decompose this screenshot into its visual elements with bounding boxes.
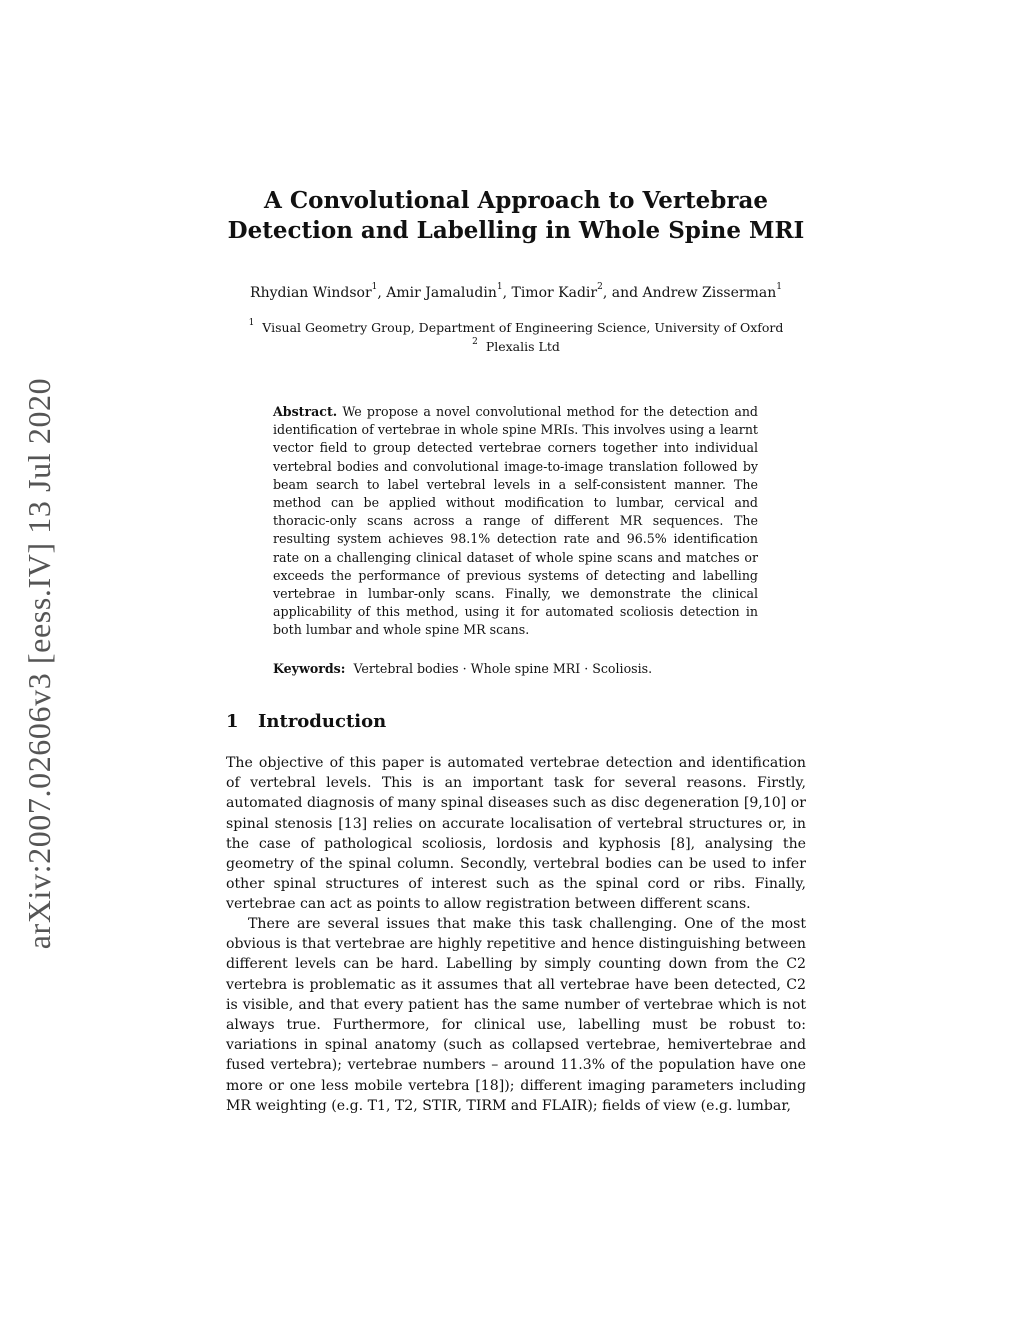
abstract <box>273 403 758 640</box>
author-affiliation-mark: 2 <box>597 282 603 293</box>
affiliation-mark: 1 <box>248 317 255 328</box>
section-number: 1 <box>226 711 239 732</box>
body-paragraph: There are several issues that make this task challenging. One of the most obvious is that vertebrae are highly repetitive and hence distinguishing between different levels can be hard. Labelling by simply counting down from the C2 vertebra is problematic as it assumes that all vertebrae have been detected, C2 is visible, and that every patient has the same number of vertebrae which is not always true. Furthermore, for clinical use, labelling must be robust to: variations in spinal anatomy (such as collapsed vertebrae, hemivertebrae and fused vertebra); vertebrae numbers – around 11.3% of the population have one more or one less mobile vertebra [18]); different imaging parameters including MR weighting (e.g. T1, T2, STIR, TIRM and FLAIR); fields of view (e.g. lumbar, <box>226 916 806 1114</box>
author-name: Rhydian Windsor <box>250 285 372 301</box>
author-name: Timor Kadir <box>511 285 598 301</box>
keywords <box>273 660 758 678</box>
title-line: A Convolutional Approach to Vertebrae <box>263 187 768 214</box>
arxiv-identifier-stamp <box>20 363 60 963</box>
keywords-label: Keywords: <box>273 661 346 676</box>
title-line: Detection and Labelling in Whole Spine MRI <box>227 217 805 244</box>
section-title: Introduction <box>258 711 387 732</box>
abstract-text: We propose a novel convolutional method for the detection and identification of vertebrae in whole spine MRIs. This involves using a learnt vector field to group detected vertebrae corners together into individual vertebral bodies and convolutional image-to-image translation followed by beam search to label vertebral levels in a self-consistent manner. The method can be applied without modification to lumbar, cervical and thoracic-only scans across a range of different MR sequences. The resulting system achieves 98.1% detection rate and 96.5% identification rate on a challenging clinical dataset of whole spine scans and matches or exceeds the performance of previous systems of detecting and labelling vertebrae in lumbar-only scans. Finally, we demonstrate the clinical applicability of this method, using it for automated scoliosis detection in both lumbar and whole spine MR scans. <box>273 404 758 638</box>
affiliation-line <box>210 318 822 337</box>
author-separator: , and <box>602 285 643 301</box>
abstract-label: Abstract. <box>273 404 338 419</box>
affiliation-line <box>210 337 822 356</box>
author-separator: , <box>502 285 512 301</box>
author-affiliation-mark: 1 <box>776 282 782 293</box>
paper-title <box>210 186 822 246</box>
affiliation-list <box>210 318 822 356</box>
author-affiliation-mark: 1 <box>496 282 503 293</box>
affiliation-text: Plexalis Ltd <box>485 339 560 354</box>
arxiv-identifier-text: arXiv:2007.02606v3 [eess.IV] 13 Jul 2020 <box>21 377 58 949</box>
keywords-text: Vertebral bodies · Whole spine MRI · Scoliosis. <box>353 661 653 676</box>
body-paragraph: The objective of this paper is automated vertebrae detection and identification of vertebral levels. This is an important task for several reasons. Firstly, automated diagnosis of many spinal diseases such as disc degeneration [9,10] or spinal stenosis [13] relies on accurate localisation of vertebral structures or, in the case of pathological scoliosis, lordosis and kyphosis [8], analysing the geometry of the spinal column. Secondly, vertebral bodies can be used to infer other spinal structures of interest such as the spinal cord or ribs. Finally, vertebrae can act as points to allow registration between different scans. <box>226 755 806 913</box>
author-name: Andrew Zisserman <box>642 285 777 301</box>
author-separator: , <box>377 285 387 301</box>
affiliation-mark: 2 <box>472 336 478 347</box>
author-affiliation-mark: 1 <box>371 282 378 293</box>
affiliation-text: Visual Geometry Group, Department of Engineering Science, University of Oxford <box>262 320 784 335</box>
section-heading <box>226 710 386 734</box>
author-name: Amir Jamaludin <box>386 285 497 301</box>
author-list <box>210 284 822 302</box>
